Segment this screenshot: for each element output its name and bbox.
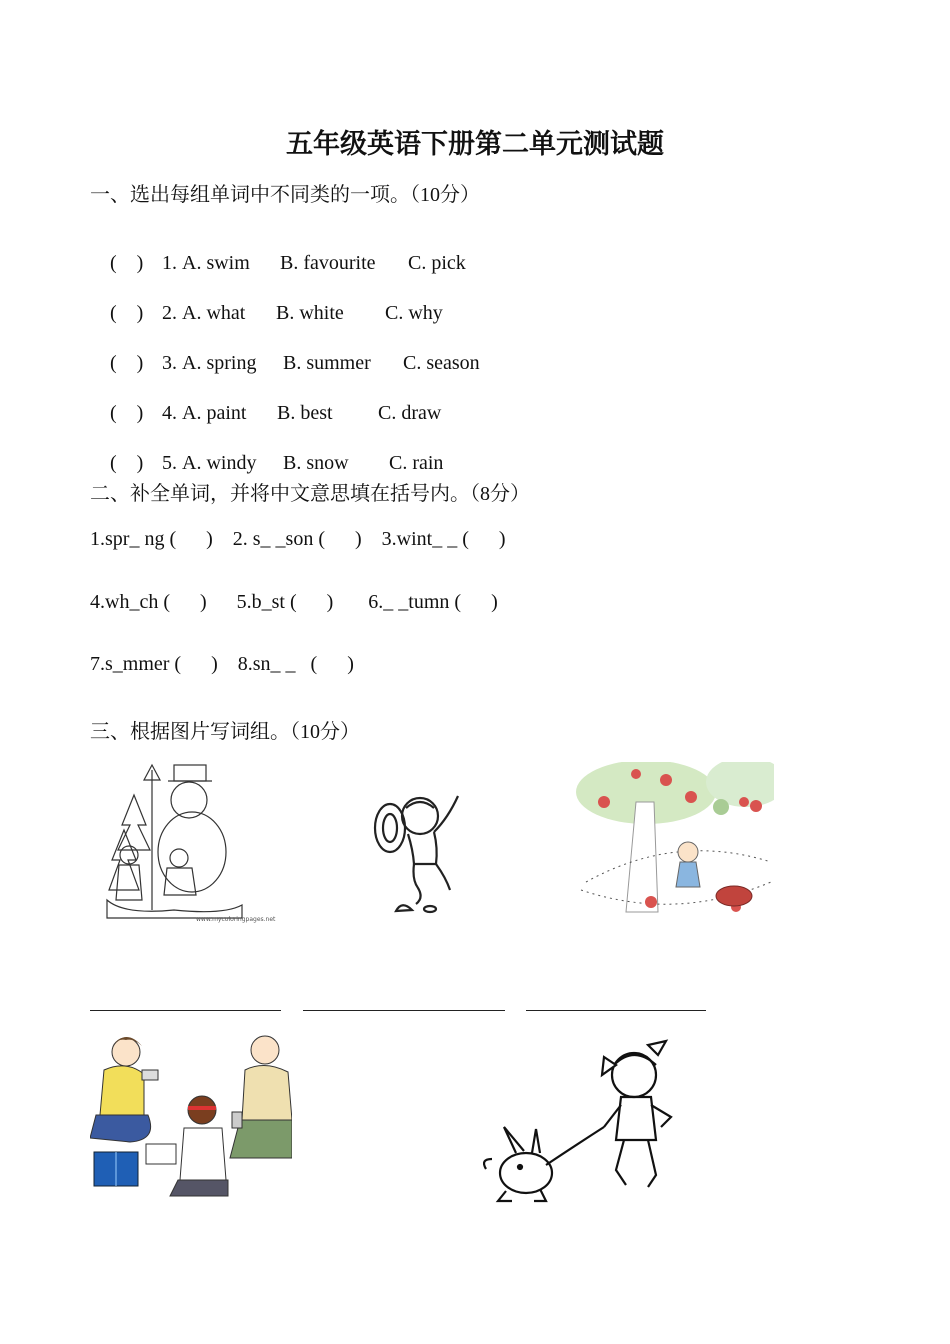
option-c: C. rain xyxy=(389,452,444,474)
question-number: 2. xyxy=(162,302,177,324)
option-a: A. paint xyxy=(182,402,247,424)
option-a: A. swim xyxy=(182,252,250,274)
question-number: 1. xyxy=(162,252,177,274)
answer-blank-1[interactable] xyxy=(90,1010,281,1011)
option-b: B. white xyxy=(276,302,344,324)
question-2 xyxy=(100,279,443,325)
question-number: 4. xyxy=(162,402,177,424)
snowman-picture xyxy=(104,760,276,925)
option-a: A. what xyxy=(182,302,246,324)
section3-heading-text: 三、根据图片写词组。 xyxy=(90,719,290,743)
answer-paren[interactable]: ( ) xyxy=(110,352,144,374)
page-title: 五年级英语下册第二单元测试题 xyxy=(286,129,664,160)
option-c: C. why xyxy=(385,302,443,324)
question-number: 3. xyxy=(162,352,177,374)
section2-heading-text: 二、补全单词，并将中文意思填在括号内。 xyxy=(90,481,470,505)
swimming-boy-picture xyxy=(368,788,468,918)
section1-heading-text: 一、选出每组单词中不同类的一项。 xyxy=(90,182,410,206)
answer-paren[interactable]: ( ) xyxy=(110,252,144,274)
question-4 xyxy=(100,379,441,425)
option-b: B. favourite xyxy=(280,252,376,274)
section2-heading xyxy=(90,477,530,506)
option-b: B. summer xyxy=(283,352,371,374)
answer-paren[interactable]: ( ) xyxy=(110,452,144,474)
answer-blank-2[interactable] xyxy=(303,1010,505,1011)
girl-walking-rabbit-picture xyxy=(476,1035,696,1207)
option-a: A. spring xyxy=(182,352,257,374)
option-b: B. best xyxy=(277,402,333,424)
question-5 xyxy=(100,429,443,475)
option-b: B. snow xyxy=(283,452,349,474)
option-a: A. windy xyxy=(182,452,257,474)
fill-line-1[interactable]: 1.spr_ ng ( ) 2. s_ _son ( ) 3.wint_ _ ( ) xyxy=(90,528,506,550)
option-c: C. season xyxy=(403,352,480,374)
answer-paren[interactable]: ( ) xyxy=(110,302,144,324)
question-1 xyxy=(100,229,466,275)
fill-line-2[interactable]: 4.wh_ch ( ) 5.b_st ( ) 6._ _tumn ( ) xyxy=(90,591,498,613)
option-c: C. pick xyxy=(408,252,466,274)
picnic-family-picture xyxy=(90,1030,292,1198)
answer-blank-3[interactable] xyxy=(526,1010,706,1011)
section2-points: （8分） xyxy=(470,483,530,505)
question-3 xyxy=(100,329,480,375)
section3-points: （10分） xyxy=(290,721,360,743)
watermark-text: www.mycoloringpages.net xyxy=(196,916,276,923)
fill-line-3[interactable]: 7.s_mmer ( ) 8.sn_ _ ( ) xyxy=(90,653,354,675)
apple-picking-picture xyxy=(576,762,774,915)
section3-heading xyxy=(90,715,360,744)
section1-points: （10分） xyxy=(410,184,480,206)
question-number: 5. xyxy=(162,452,177,474)
option-c: C. draw xyxy=(378,402,442,424)
section1-heading xyxy=(90,178,480,207)
answer-paren[interactable]: ( ) xyxy=(110,402,144,424)
